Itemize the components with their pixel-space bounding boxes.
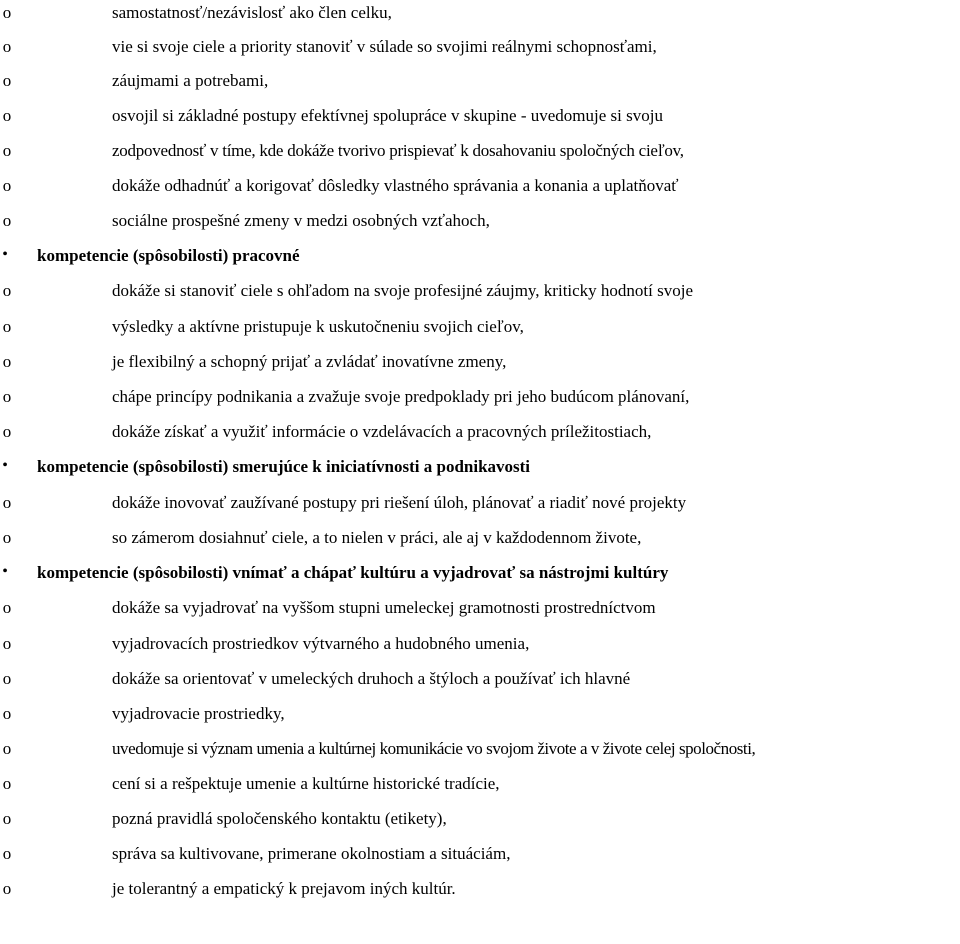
list-item: [0, 843, 960, 879]
list-item: [0, 140, 960, 176]
section-heading-text: kompetencie (spôsobilosti) pracovné: [37, 246, 300, 265]
sub-bullet: o: [2, 317, 12, 336]
list-item-text: vyjadrovacie prostriedky,: [112, 704, 285, 723]
main-bullet: •: [2, 457, 8, 474]
list-item: [0, 175, 960, 211]
list-item-text: dokáže si stanoviť ciele s ohľadom na svoje profesijné záujmy, kriticky hodnotí svoje: [112, 281, 694, 300]
list-item-text: so zámerom dosiahnuť ciele, a to nielen v práci, ale aj v každodennom živote,: [112, 528, 642, 547]
list-item: [0, 36, 960, 72]
list-item: [0, 703, 960, 739]
sub-bullet: o: [2, 493, 12, 512]
sub-bullet: o: [2, 634, 12, 653]
sub-bullet: o: [2, 281, 12, 300]
sub-bullet: o: [2, 352, 12, 371]
list-item-text: správa sa kultivovane, primerane okolnostiam a situáciám,: [112, 844, 511, 863]
list-item-text: pozná pravidlá spoločenského kontaktu (etikety),: [112, 809, 447, 828]
list-item-text: dokáže sa orientovať v umeleckých druhoch a štýloch a používať ich hlavné: [112, 669, 631, 688]
list-item-text: výsledky a aktívne pristupuje k uskutočneniu svojich cieľov,: [112, 317, 524, 336]
list-item-text: je tolerantný a empatický k prejavom iných kultúr.: [112, 879, 456, 898]
list-item-text: dokáže inovovať zaužívané postupy pri riešení úloh, plánovať a riadiť nové projekty: [112, 493, 687, 512]
sub-bullet: o: [2, 739, 12, 758]
section-heading: [0, 456, 960, 492]
sub-bullet: o: [2, 844, 12, 863]
list-item: [0, 668, 960, 704]
list-item: [0, 210, 960, 246]
list-item-text: dokáže odhadnúť a korigovať dôsledky vlastného správania a konania a uplatňovať: [112, 176, 679, 195]
sub-bullet: o: [2, 669, 12, 688]
list-item-text: je flexibilný a schopný prijať a zvládať inovatívne zmeny,: [112, 352, 507, 371]
sub-bullet: o: [2, 774, 12, 793]
list-item-text: samostatnosť/nezávislosť ako člen celku,: [112, 3, 392, 22]
list-item: [0, 808, 960, 844]
sub-bullet: o: [2, 3, 12, 22]
section-heading: [0, 562, 960, 598]
list-item-text: chápe princípy podnikania a zvažuje svoje predpoklady pri jeho budúcom plánovaní,: [112, 387, 690, 406]
main-bullet: •: [2, 246, 8, 263]
list-item-text: dokáže sa vyjadrovať na vyššom stupni umeleckej gramotnosti prostredníctvom: [112, 598, 656, 617]
list-item: [0, 386, 960, 422]
list-item-text: vie si svoje ciele a priority stanoviť v súlade so svojimi reálnymi schopnosťami,: [112, 37, 657, 56]
section-heading-text: kompetencie (spôsobilosti) vnímať a chápať kultúru a vyjadrovať sa nástrojmi kultúry: [37, 563, 669, 582]
list-item: [0, 421, 960, 457]
list-item: [0, 492, 960, 528]
list-item-text: zodpovednosť v tíme, kde dokáže tvorivo prispievať k dosahovaniu spoločných cieľov,: [112, 141, 684, 160]
sub-bullet: o: [2, 176, 12, 195]
list-item: [0, 633, 960, 669]
sub-bullet: o: [2, 71, 12, 90]
sub-bullet: o: [2, 528, 12, 547]
list-item: [0, 2, 960, 38]
list-item-text: sociálne prospešné zmeny v medzi osobných vzťahoch,: [112, 211, 490, 230]
list-item-text: záujmami a potrebami,: [112, 71, 269, 90]
list-item: [0, 70, 960, 106]
main-bullet: •: [2, 563, 8, 580]
sub-bullet: o: [2, 106, 12, 125]
sub-bullet: o: [2, 598, 12, 617]
list-item-text: vyjadrovacích prostriedkov výtvarného a hudobného umenia,: [112, 634, 530, 653]
list-item: [0, 280, 960, 316]
sub-bullet: o: [2, 704, 12, 723]
section-heading-text: kompetencie (spôsobilosti) smerujúce k iniciatívnosti a podnikavosti: [37, 457, 531, 476]
sub-bullet: o: [2, 141, 12, 160]
list-item: [0, 738, 960, 774]
list-item: [0, 773, 960, 809]
list-item-text: dokáže získať a využiť informácie o vzdelávacích a pracovných príležitostiach,: [112, 422, 652, 441]
list-item-text: osvojil si základné postupy efektívnej spolupráce v skupine - uvedomuje si svoju: [112, 106, 663, 125]
list-item-text: cení si a rešpektuje umenie a kultúrne historické tradície,: [112, 774, 500, 793]
section-heading: [0, 245, 960, 281]
sub-bullet: o: [2, 809, 12, 828]
list-item: [0, 105, 960, 141]
sub-bullet: o: [2, 211, 12, 230]
sub-bullet: o: [2, 879, 12, 898]
list-item: [0, 597, 960, 633]
sub-bullet: o: [2, 387, 12, 406]
list-item: [0, 878, 960, 914]
list-item: [0, 527, 960, 563]
sub-bullet: o: [2, 422, 12, 441]
list-item: [0, 316, 960, 352]
sub-bullet: o: [2, 37, 12, 56]
list-item: [0, 351, 960, 387]
list-item-text: uvedomuje si význam umenia a kultúrnej komunikácie vo svojom živote a v živote celej spoločnosti,: [112, 739, 756, 758]
